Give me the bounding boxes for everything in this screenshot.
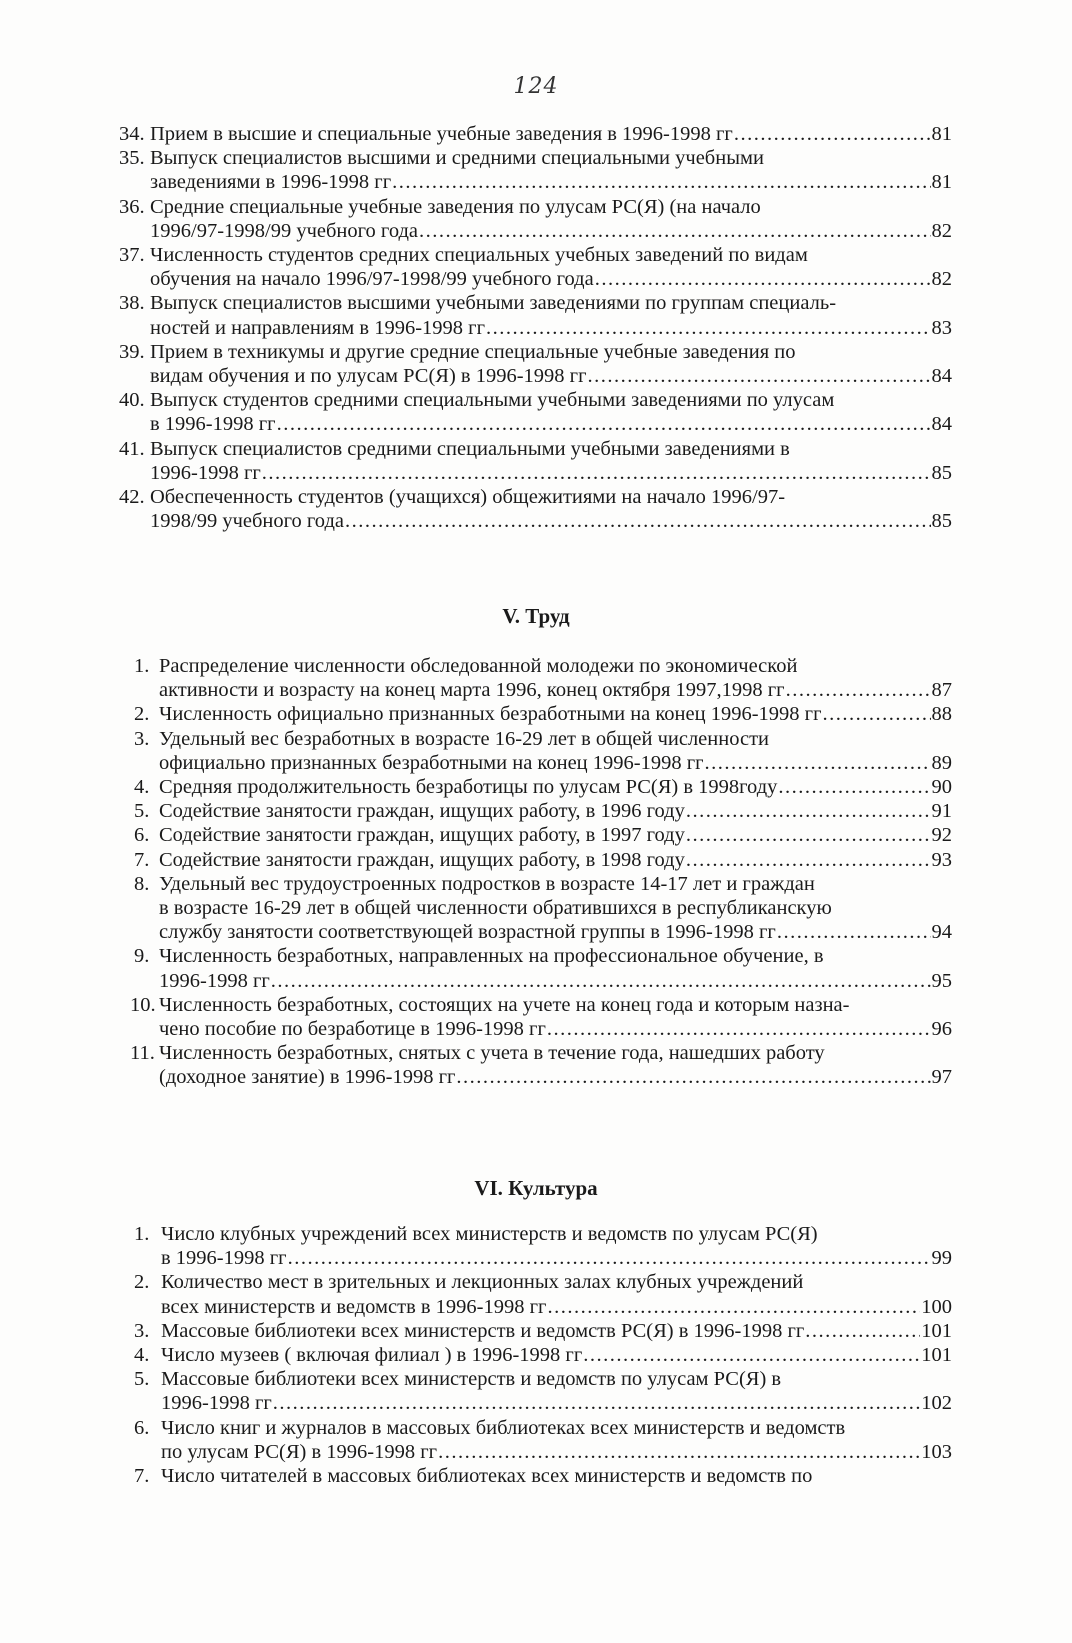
entry-line (150, 291, 952, 315)
dot-leader (273, 1391, 920, 1416)
entry-line (161, 1367, 952, 1391)
entry-line (161, 1222, 952, 1246)
entry-number: 3. (134, 727, 150, 750)
entry-number: 2. (134, 1271, 150, 1294)
entry-number: 4. (134, 1344, 150, 1366)
toc-entry (119, 485, 952, 533)
entry-page-number: 102 (921, 1392, 952, 1415)
toc-entry (134, 775, 952, 799)
entry-line (150, 461, 952, 485)
dot-leader (786, 678, 931, 703)
entry-title-text: обучения на начало 1996/97-1998/99 учебного года (150, 268, 594, 291)
section-title-culture: VI. Культура (474, 1176, 598, 1200)
entry-line (159, 944, 952, 968)
dot-leader (777, 920, 931, 945)
entry-line (161, 1343, 952, 1367)
entry-number: 40. (119, 389, 145, 412)
dot-leader (262, 461, 931, 486)
toc-entry (119, 243, 952, 291)
entry-line (150, 146, 952, 170)
toc-entry (134, 944, 952, 992)
entry-line (150, 437, 952, 461)
entry-page-number: 97 (931, 1066, 952, 1089)
section-title-labor: V. Труд (502, 604, 570, 628)
entry-line (161, 1464, 952, 1488)
toc-entry (134, 702, 952, 726)
toc-entry (134, 848, 952, 872)
entry-page-number: 81 (931, 123, 952, 145)
toc-entry (119, 195, 952, 243)
entry-title-text: чено пособие по безработице в 1996-1998 гг (159, 1017, 546, 1040)
entry-title-text: Выпуск специалистов высшими учебными заведениями по группам специаль- (150, 292, 837, 315)
entry-title-text: ностей и направлениям в 1996-1998 гг (150, 316, 485, 339)
toc-entry (119, 388, 952, 436)
entry-page-number: 95 (931, 969, 952, 992)
entry-line (150, 316, 952, 340)
entry-title-text: 1998/99 учебного года (150, 510, 344, 533)
entry-title-text: Число книг и журналов в массовых библиотеках всех министерств и ведомств (161, 1416, 846, 1439)
entry-title-text: всех министерств и ведомств в 1996-1998 гг (161, 1295, 547, 1318)
entry-number: 35. (119, 147, 145, 170)
entry-line (150, 509, 952, 533)
entry-page-number: 99 (931, 1247, 952, 1270)
toc-entry (130, 993, 952, 1041)
entry-page-number: 94 (931, 921, 952, 944)
entry-title-text: Массовые библиотеки всех министерств и ведомств РС(Я) в 1996-1998 гг (161, 1319, 805, 1342)
entry-line (159, 993, 952, 1017)
entry-page-number: 82 (931, 219, 952, 242)
entry-number: 11. (130, 1042, 155, 1065)
entry-title-text: в 1996-1998 гг (150, 413, 276, 436)
entry-title-text: Средняя продолжительность безработицы по улусам РС(Я) в 1998году (159, 776, 778, 798)
dot-leader (438, 1440, 920, 1465)
entry-number: 1. (134, 655, 150, 677)
dot-leader (595, 267, 931, 292)
entry-title-text: Содействие занятости граждан, ищущих работу, в 1997 году (159, 824, 685, 847)
entry-page-number: 88 (931, 703, 952, 726)
entry-title-text: Удельный вес трудоустроенных подростков в возрасте 14-17 лет и граждан (159, 872, 815, 895)
entry-line (150, 243, 952, 267)
dot-leader (823, 702, 931, 727)
entry-page-number: 93 (931, 848, 952, 871)
entry-title-text: Численность безработных, состоящих на учете на конец года и которым назна- (159, 993, 850, 1016)
dot-leader (588, 364, 931, 389)
entry-page-number: 103 (921, 1440, 952, 1463)
entry-line (161, 1295, 952, 1319)
entry-title-text: активности и возрасту на конец марта 1996, конец октября 1997,1998 гг (159, 679, 785, 702)
dot-leader (392, 170, 930, 195)
entry-page-number: 96 (931, 1017, 952, 1040)
entry-line (161, 1319, 952, 1343)
entry-number: 39. (119, 340, 145, 363)
entry-page-number: 90 (931, 776, 952, 798)
entry-title-text: 1996-1998 гг (150, 461, 261, 484)
entry-number: 41. (119, 437, 145, 460)
toc-entry (134, 1367, 952, 1415)
entry-page-number: 84 (931, 413, 952, 436)
entry-title-text: официально признанных безработными на конец 1996-1998 гг (159, 751, 704, 774)
entry-title-text: Прием в техникумы и другие средние специальные учебные заведения по (150, 340, 796, 363)
entry-title-text: Численность безработных, снятых с учета в течение года, нашедших работу (159, 1042, 825, 1065)
toc-entry (134, 1270, 952, 1318)
entry-number: 2. (134, 703, 150, 726)
entry-line (161, 1440, 952, 1464)
entry-page-number: 85 (931, 510, 952, 533)
entry-page-number: 82 (931, 268, 952, 291)
toc-entry (134, 1464, 952, 1488)
dot-leader (547, 1295, 920, 1320)
entry-line (150, 219, 952, 243)
toc-entry (134, 654, 952, 702)
dot-leader (419, 219, 930, 244)
entry-line (159, 751, 952, 775)
entry-line (159, 702, 952, 726)
dot-leader (583, 1343, 920, 1368)
dot-leader (486, 316, 931, 341)
dot-leader (734, 122, 931, 147)
entry-title-text: заведениями в 1996-1998 гг (150, 171, 392, 194)
toc-entry (134, 1343, 952, 1367)
entry-number: 38. (119, 292, 145, 315)
entry-title-text: Число музеев ( включая филиал ) в 1996-1998 гг (161, 1344, 583, 1366)
entry-title-text: Выпуск специалистов высшими и средними специальными учебными (150, 147, 764, 170)
entry-title-text: Численность официально признанных безработными на конец 1996-1998 гг (159, 703, 822, 726)
toc-entry (134, 872, 952, 945)
dot-leader (705, 751, 931, 776)
entry-title-text: в 1996-1998 гг (161, 1247, 287, 1270)
handwritten-page-number: 124 (513, 74, 559, 99)
entry-page-number: 100 (921, 1295, 952, 1318)
toc-entry (119, 437, 952, 485)
entry-line (159, 1017, 952, 1041)
entry-line (150, 412, 952, 436)
entry-line (159, 727, 952, 751)
entry-title-text: Содействие занятости граждан, ищущих работу, в 1996 году (159, 800, 685, 823)
entry-page-number: 85 (931, 461, 952, 484)
entry-title-text: Обеспеченность студентов (учащихся) общежитиями на начало 1996/97- (150, 486, 786, 508)
entry-number: 6. (134, 1416, 150, 1439)
entry-line (161, 1270, 952, 1294)
dot-leader (686, 799, 931, 824)
entry-line (159, 1041, 952, 1065)
entry-title-text: Распределение численности обследованной молодежи по экономической (159, 655, 798, 677)
entry-title-text: видам обучения и по улусам РС(Я) в 1996-1998 гг (150, 364, 587, 387)
entry-number: 1. (134, 1223, 150, 1245)
entry-number: 3. (134, 1319, 150, 1342)
entry-line (159, 920, 952, 944)
toc-entry (119, 146, 952, 194)
toc-entry (130, 1041, 952, 1089)
dot-leader (271, 969, 931, 994)
entry-number: 9. (134, 945, 150, 968)
dot-leader (456, 1065, 930, 1090)
dot-leader (686, 848, 931, 873)
dot-leader (288, 1246, 931, 1271)
entry-page-number: 81 (931, 171, 952, 194)
dot-leader (277, 412, 931, 437)
entry-page-number: 84 (931, 364, 952, 387)
entry-number: 7. (134, 848, 150, 871)
entry-line (161, 1246, 952, 1270)
entry-line (159, 823, 952, 847)
entry-number: 10. (130, 993, 156, 1016)
entry-number: 5. (134, 1368, 150, 1391)
entry-line (150, 388, 952, 412)
toc-entry (119, 340, 952, 388)
entry-line (159, 775, 952, 799)
toc-entry (134, 1319, 952, 1343)
toc-entry (134, 1222, 952, 1270)
toc-entry (134, 823, 952, 847)
dot-leader (547, 1017, 931, 1042)
entry-title-text: Численность студентов средних специальных учебных заведений по видам (150, 244, 808, 266)
toc-entry (119, 291, 952, 339)
entry-line (159, 678, 952, 702)
dot-leader (686, 823, 931, 848)
entry-title-text: Удельный вес безработных в возрасте 16-29 лет в общей численности (159, 727, 770, 750)
entry-line (159, 799, 952, 823)
entry-line (150, 267, 952, 291)
entry-page-number: 101 (921, 1344, 952, 1366)
entry-number: 37. (119, 244, 145, 266)
entry-title-text: Число клубных учреждений всех министерств и ведомств по улусам РС(Я) (161, 1223, 818, 1245)
entry-title-text: Содействие занятости граждан, ищущих работу, в 1998 году (159, 848, 685, 871)
entry-title-text: Массовые библиотеки всех министерств и ведомств по улусам РС(Я) в (161, 1368, 782, 1391)
entry-title-text: Выпуск студентов средними специальными учебными заведениями по улусам (150, 389, 835, 412)
entry-line (159, 969, 952, 993)
entry-number: 34. (119, 123, 145, 145)
entry-title-text: Количество мест в зрительных и лекционных залах клубных учреждений (161, 1271, 804, 1294)
entry-page-number: 92 (931, 824, 952, 847)
entry-number: 8. (134, 872, 150, 895)
entry-number: 42. (119, 486, 145, 508)
entry-number: 5. (134, 800, 150, 823)
entry-title-text: Средние специальные учебные заведения по улусам РС(Я) (на начало (150, 195, 761, 218)
entry-title-text: в возрасте 16-29 лет в общей численности обратившихся в республиканскую (159, 896, 832, 919)
toc-entry (134, 799, 952, 823)
entry-title-text: Выпуск специалистов средними специальными учебными заведениями в (150, 437, 790, 460)
entry-title-text: 1996/97-1998/99 учебного года (150, 219, 419, 242)
entry-title-text: (доходное занятие) в 1996-1998 гг (159, 1066, 456, 1089)
dot-leader (805, 1319, 920, 1344)
entry-line (159, 872, 952, 896)
entry-number: 36. (119, 195, 145, 218)
entry-number: 7. (134, 1465, 150, 1487)
entry-page-number: 89 (931, 751, 952, 774)
entry-number: 4. (134, 776, 150, 798)
entry-line (159, 896, 952, 920)
entry-line (150, 195, 952, 219)
entry-page-number: 101 (921, 1319, 952, 1342)
entry-title-text: 1996-1998 гг (161, 1392, 272, 1415)
entry-page-number: 91 (931, 800, 952, 823)
toc-entry (119, 122, 952, 146)
toc-entry (134, 727, 952, 775)
entry-page-number: 87 (931, 679, 952, 702)
entry-line (150, 340, 952, 364)
entry-number: 6. (134, 824, 150, 847)
entry-page-number: 83 (931, 316, 952, 339)
toc-entry (134, 1416, 952, 1464)
entry-line (150, 122, 952, 146)
dot-leader (778, 775, 930, 800)
entry-title-text: Число читателей в массовых библиотеках всех министерств и ведомств по (161, 1465, 813, 1487)
entry-line (159, 1065, 952, 1089)
entry-title-text: службу занятости соответствующей возрастной группы в 1996-1998 гг (159, 921, 776, 944)
entry-title-text: 1996-1998 гг (159, 969, 270, 992)
entry-title-text: Прием в высшие и специальные учебные заведения в 1996-1998 гг (150, 123, 733, 145)
entry-line (159, 848, 952, 872)
entry-title-text: по улусам РС(Я) в 1996-1998 гг (161, 1440, 438, 1463)
entry-line (161, 1391, 952, 1415)
dot-leader (345, 509, 931, 534)
entry-line (161, 1416, 952, 1440)
entry-line (159, 654, 952, 678)
entry-title-text: Численность безработных, направленных на профессиональное обучение, в (159, 945, 824, 968)
entry-line (150, 170, 952, 194)
entry-line (150, 364, 952, 388)
entry-line (150, 485, 952, 509)
